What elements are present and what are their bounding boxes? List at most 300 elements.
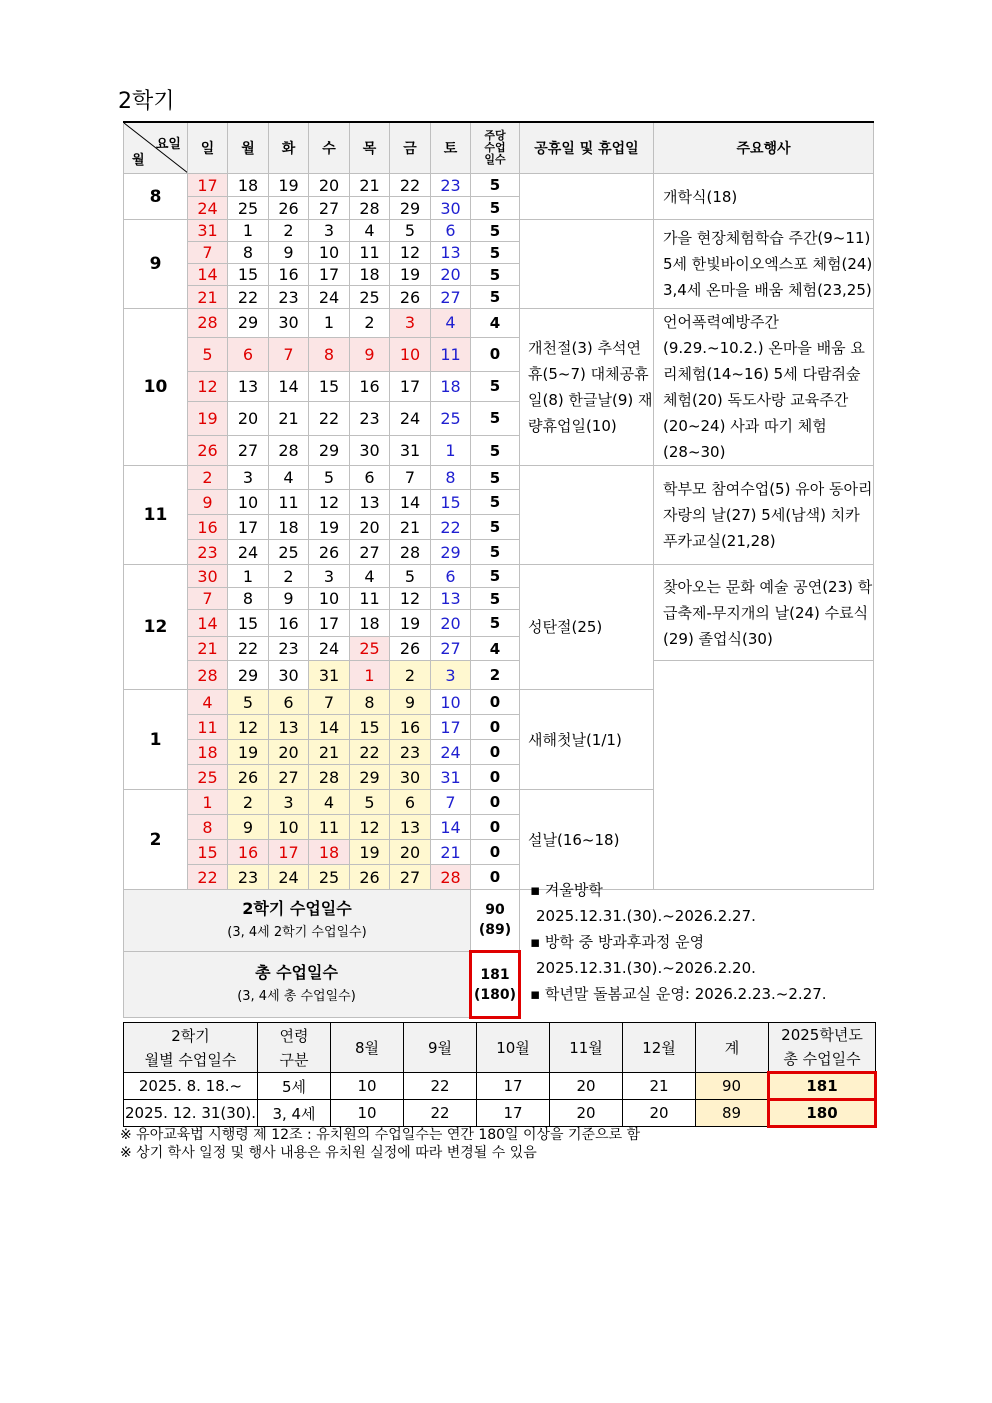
calendar-day-cell: 22 <box>390 174 431 197</box>
calendar-day-cell: 24 <box>188 197 228 220</box>
weekday-label: 요일 <box>155 137 181 152</box>
holiday-cell: 설날(16~18) <box>520 790 654 890</box>
calendar-day-cell: 26 <box>390 637 431 661</box>
calendar-day-cell: 24 <box>390 401 431 435</box>
calendar-day-cell: 18 <box>309 840 350 865</box>
calendar-day-cell: 18 <box>350 264 390 286</box>
footnote-1: ※ 유아교육법 시행령 제 12조 : 유치원의 수업일수는 연간 180일 이상을 기준으로 함 <box>120 1127 641 1143</box>
calendar-day-cell: 4 <box>431 309 471 338</box>
weekly-days-cell: 0 <box>471 790 520 815</box>
calendar-day-cell: 12 <box>390 588 431 610</box>
weekly-days-cell: 5 <box>471 401 520 435</box>
calendar-day-cell: 2 <box>188 466 228 490</box>
calendar-day-cell: 1 <box>228 220 269 242</box>
calendar-day-cell: 25 <box>309 865 350 890</box>
weekday-header: 화 <box>269 122 309 174</box>
calendar-day-cell: 29 <box>309 436 350 466</box>
month-days-cell: 17 <box>477 1100 550 1127</box>
calendar-week-row <box>124 565 874 588</box>
calendar-day-cell: 21 <box>309 740 350 765</box>
calendar-day-cell: 5 <box>188 337 228 371</box>
calendar-day-cell: 29 <box>390 197 431 220</box>
calendar-day-cell: 23 <box>431 174 471 197</box>
month-cell: 10 <box>124 309 188 466</box>
calendar-day-cell: 20 <box>350 515 390 540</box>
calendar-day-cell: 5 <box>350 790 390 815</box>
calendar-day-cell: 17 <box>431 715 471 740</box>
calendar-day-cell: 19 <box>390 264 431 286</box>
month-days-cell: 10 <box>331 1073 404 1100</box>
vacation-note: 2025.12.31.(30).~2026.2.20. <box>536 959 756 977</box>
calendar-day-cell: 17 <box>390 372 431 402</box>
calendar-day-cell: 20 <box>269 740 309 765</box>
events-header: 주요행사 <box>654 122 874 174</box>
month-header: 12월 <box>623 1023 696 1073</box>
calendar-day-cell: 1 <box>188 790 228 815</box>
calendar-week-row <box>124 466 874 490</box>
calendar-day-cell: 19 <box>390 610 431 637</box>
calendar-day-cell: 18 <box>431 372 471 402</box>
calendar-day-cell: 3 <box>309 565 350 588</box>
calendar-day-cell: 14 <box>269 372 309 402</box>
calendar-day-cell: 18 <box>228 174 269 197</box>
calendar-day-cell: 11 <box>431 337 471 371</box>
calendar-day-cell: 5 <box>228 690 269 715</box>
calendar-day-cell: 22 <box>309 401 350 435</box>
calendar-day-cell: 7 <box>188 242 228 264</box>
calendar-day-cell: 4 <box>350 565 390 588</box>
calendar-day-cell: 21 <box>390 515 431 540</box>
calendar-day-cell: 13 <box>350 490 390 515</box>
calendar-day-cell: 11 <box>188 715 228 740</box>
calendar-day-cell: 30 <box>269 309 309 338</box>
calendar-day-cell: 2 <box>390 661 431 690</box>
calendar-day-cell: 11 <box>269 490 309 515</box>
sum-cell: 89 <box>696 1100 769 1127</box>
calendar-day-cell: 6 <box>350 466 390 490</box>
year-total-header: 2025학년도 총 수업일수 <box>769 1023 876 1073</box>
age-header: 연령 구분 <box>258 1023 331 1073</box>
age-cell: 5세 <box>258 1073 331 1100</box>
total-header: 계 <box>696 1023 769 1073</box>
calendar-day-cell: 30 <box>390 765 431 790</box>
calendar-day-cell: 7 <box>431 790 471 815</box>
calendar-day-cell: 26 <box>309 540 350 565</box>
calendar-day-cell: 29 <box>431 540 471 565</box>
holiday-cell: 개천절(3) 추석연휴(5~7) 대체공휴일(8) 한글날(9) 재량휴업일(10) <box>520 309 654 466</box>
calendar-day-cell: 1 <box>350 661 390 690</box>
holiday-cell <box>520 174 654 220</box>
calendar-day-cell: 3 <box>228 466 269 490</box>
calendar-day-cell: 3 <box>431 661 471 690</box>
calendar-day-cell: 3 <box>390 309 431 338</box>
calendar-day-cell: 23 <box>188 540 228 565</box>
calendar-day-cell: 3 <box>269 790 309 815</box>
age-cell: 3, 4세 <box>258 1100 331 1127</box>
calendar-day-cell: 8 <box>431 466 471 490</box>
calendar-day-cell: 4 <box>309 790 350 815</box>
calendar-day-cell: 11 <box>350 588 390 610</box>
period-end: 2025. 12. 31(30). <box>124 1100 258 1127</box>
calendar-day-cell: 21 <box>188 286 228 309</box>
calendar-day-cell: 12 <box>309 490 350 515</box>
weekly-days-header: 주당 수업 일수 <box>471 122 520 174</box>
weekly-days-cell: 0 <box>471 840 520 865</box>
calendar-day-cell: 3 <box>309 220 350 242</box>
calendar-day-cell: 24 <box>309 286 350 309</box>
calendar-day-cell: 28 <box>431 865 471 890</box>
calendar-day-cell: 23 <box>390 740 431 765</box>
calendar-day-cell: 25 <box>188 765 228 790</box>
calendar-day-cell: 28 <box>350 197 390 220</box>
calendar-day-cell: 14 <box>309 715 350 740</box>
calendar-day-cell: 1 <box>431 436 471 466</box>
calendar-day-cell: 18 <box>269 515 309 540</box>
calendar-day-cell: 31 <box>431 765 471 790</box>
calendar-day-cell: 28 <box>390 540 431 565</box>
semester-monthly-header: 2학기 월별 수업일수 <box>124 1023 258 1073</box>
holidays-header: 공휴일 및 휴업일 <box>520 122 654 174</box>
calendar-day-cell: 6 <box>228 337 269 371</box>
weekly-days-cell: 5 <box>471 610 520 637</box>
weekday-header: 목 <box>350 122 390 174</box>
calendar-day-cell: 25 <box>269 540 309 565</box>
calendar-day-cell: 15 <box>350 715 390 740</box>
calendar-day-cell: 26 <box>269 197 309 220</box>
calendar-day-cell: 30 <box>188 565 228 588</box>
calendar-day-cell: 20 <box>390 840 431 865</box>
calendar-day-cell: 8 <box>188 815 228 840</box>
events-cell: 학부모 참여수업(5) 유아 동아리 자랑의 날(27) 5세(남색) 치카푸카교실(21,28) <box>654 466 874 565</box>
calendar-day-cell: 14 <box>390 490 431 515</box>
calendar-day-cell: 16 <box>269 610 309 637</box>
calendar-day-cell: 25 <box>431 401 471 435</box>
weekly-days-cell: 5 <box>471 565 520 588</box>
calendar-day-cell: 4 <box>269 466 309 490</box>
calendar-day-cell: 27 <box>350 540 390 565</box>
calendar-day-cell: 27 <box>228 436 269 466</box>
month-days-cell: 17 <box>477 1073 550 1100</box>
calendar-day-cell: 5 <box>309 466 350 490</box>
calendar-week-row <box>124 174 874 197</box>
weekly-days-cell: 0 <box>471 865 520 890</box>
events-cell: 언어폭력예방주간(9.29.~10.2.) 온마을 배움 요리체험(14~16) 5세 다람쥐숲 체험(20) 독도사랑 교육주간(20~24) 사과 따기 체험(28~30) <box>654 309 874 466</box>
calendar-day-cell: 24 <box>269 865 309 890</box>
sum-cell: 90 <box>696 1073 769 1100</box>
calendar-day-cell: 28 <box>188 661 228 690</box>
calendar-day-cell: 10 <box>390 337 431 371</box>
weekly-days-cell: 5 <box>471 286 520 309</box>
calendar-day-cell: 12 <box>390 242 431 264</box>
calendar-day-cell: 30 <box>269 661 309 690</box>
calendar-day-cell: 8 <box>309 337 350 371</box>
month-days-cell: 22 <box>404 1073 477 1100</box>
calendar-day-cell: 16 <box>228 840 269 865</box>
month-days-cell: 20 <box>623 1100 696 1127</box>
calendar-day-cell: 11 <box>350 242 390 264</box>
calendar-day-cell: 28 <box>269 436 309 466</box>
events-cell: 개학식(18) <box>654 174 874 220</box>
calendar-day-cell: 20 <box>228 401 269 435</box>
month-days-cell: 21 <box>623 1073 696 1100</box>
month-cell: 9 <box>124 220 188 309</box>
calendar-day-cell: 27 <box>431 286 471 309</box>
month-label: 월 <box>132 153 145 168</box>
calendar-day-cell: 28 <box>188 309 228 338</box>
calendar-day-cell: 2 <box>228 790 269 815</box>
calendar-day-cell: 24 <box>309 637 350 661</box>
vacation-note: ▪ 방학 중 방과후과정 운영 <box>530 933 705 951</box>
holiday-cell <box>520 220 654 309</box>
calendar-day-cell: 7 <box>390 466 431 490</box>
period-start: 2025. 8. 18.~ <box>124 1073 258 1100</box>
calendar-day-cell: 21 <box>431 840 471 865</box>
weekday-header: 월 <box>228 122 269 174</box>
calendar-day-cell: 6 <box>431 220 471 242</box>
weekly-days-cell: 5 <box>471 588 520 610</box>
calendar-day-cell: 15 <box>309 372 350 402</box>
calendar-day-cell: 27 <box>390 865 431 890</box>
vacation-note: 2025.12.31.(30).~2026.2.27. <box>536 907 756 925</box>
calendar-day-cell: 19 <box>350 840 390 865</box>
calendar-day-cell: 15 <box>431 490 471 515</box>
weekday-header: 일 <box>188 122 228 174</box>
calendar-day-cell: 19 <box>309 515 350 540</box>
calendar-day-cell: 9 <box>269 242 309 264</box>
weekday-header: 수 <box>309 122 350 174</box>
calendar-day-cell: 1 <box>309 309 350 338</box>
calendar-day-cell: 17 <box>188 174 228 197</box>
month-days-cell: 20 <box>550 1073 623 1100</box>
calendar-day-cell: 20 <box>431 264 471 286</box>
calendar-day-cell: 7 <box>269 337 309 371</box>
calendar-week-row <box>124 309 874 338</box>
calendar-day-cell: 4 <box>350 220 390 242</box>
calendar-day-cell: 4 <box>188 690 228 715</box>
calendar-day-cell: 22 <box>228 637 269 661</box>
summary-label: 2학기 수업일수 (3, 4세 2학기 수업일수) <box>124 890 471 952</box>
weekly-days-cell: 5 <box>471 490 520 515</box>
weekly-days-cell: 0 <box>471 715 520 740</box>
calendar-day-cell: 10 <box>228 490 269 515</box>
weekly-days-cell: 5 <box>471 197 520 220</box>
weekly-days-cell: 4 <box>471 309 520 338</box>
calendar-day-cell: 13 <box>228 372 269 402</box>
calendar-day-cell: 8 <box>350 690 390 715</box>
calendar-day-cell: 11 <box>309 815 350 840</box>
calendar-day-cell: 14 <box>431 815 471 840</box>
month-cell: 12 <box>124 565 188 690</box>
calendar-day-cell: 17 <box>309 610 350 637</box>
weekly-days-cell: 5 <box>471 372 520 402</box>
footnote-2: ※ 상기 학사 일정 및 행사 내용은 유치원 실정에 따라 변경될 수 있음 <box>120 1145 537 1161</box>
calendar-day-cell: 13 <box>269 715 309 740</box>
month-days-cell: 22 <box>404 1100 477 1127</box>
calendar-day-cell: 12 <box>228 715 269 740</box>
calendar-day-cell: 1 <box>228 565 269 588</box>
calendar-day-cell: 15 <box>228 264 269 286</box>
calendar-day-cell: 18 <box>350 610 390 637</box>
calendar-day-cell: 16 <box>350 372 390 402</box>
calendar-day-cell: 27 <box>269 765 309 790</box>
calendar-day-cell: 14 <box>188 610 228 637</box>
calendar-day-cell: 5 <box>390 220 431 242</box>
calendar-day-cell: 30 <box>431 197 471 220</box>
summary-label: 총 수업일수 (3, 4세 총 수업일수) <box>124 952 471 1018</box>
events-cell: 가을 현장체험학습 주간(9~11) 5세 한빛바이오엑스포 체험(24) 3,4세 온마을 배움 체험(23,25) <box>654 220 874 309</box>
semester-title: 2학기 <box>118 89 175 114</box>
calendar-day-cell: 25 <box>350 637 390 661</box>
calendar-day-cell: 17 <box>228 515 269 540</box>
calendar-day-cell: 22 <box>228 286 269 309</box>
calendar-day-cell: 29 <box>228 661 269 690</box>
calendar-day-cell: 16 <box>188 515 228 540</box>
calendar-table <box>123 121 874 1019</box>
summary-value: 90 (89) <box>471 890 520 952</box>
vacation-note: ▪ 겨울방학 <box>530 881 603 899</box>
year-total-cell: 181 <box>769 1073 876 1100</box>
calendar-day-cell: 31 <box>188 220 228 242</box>
weekday-header: 토 <box>431 122 471 174</box>
calendar-day-cell: 23 <box>228 865 269 890</box>
weekly-days-cell: 5 <box>471 515 520 540</box>
calendar-day-cell: 23 <box>269 637 309 661</box>
weekly-days-cell: 0 <box>471 690 520 715</box>
calendar-day-cell: 5 <box>390 565 431 588</box>
calendar-day-cell: 8 <box>228 242 269 264</box>
calendar-day-cell: 16 <box>390 715 431 740</box>
calendar-day-cell: 19 <box>269 174 309 197</box>
weekly-days-cell: 2 <box>471 661 520 690</box>
calendar-day-cell: 22 <box>350 740 390 765</box>
calendar-day-cell: 13 <box>431 588 471 610</box>
calendar-day-cell: 23 <box>269 286 309 309</box>
calendar-day-cell: 24 <box>228 540 269 565</box>
calendar-day-cell: 19 <box>228 740 269 765</box>
month-header: 11월 <box>550 1023 623 1073</box>
calendar-day-cell: 10 <box>309 242 350 264</box>
calendar-day-cell: 24 <box>431 740 471 765</box>
calendar-day-cell: 26 <box>188 436 228 466</box>
weekly-days-cell: 5 <box>471 466 520 490</box>
calendar-day-cell: 13 <box>431 242 471 264</box>
calendar-day-cell: 8 <box>228 588 269 610</box>
weekly-days-cell: 5 <box>471 174 520 197</box>
weekly-days-cell: 0 <box>471 740 520 765</box>
month-days-cell: 20 <box>550 1100 623 1127</box>
calendar-day-cell: 17 <box>309 264 350 286</box>
weekday-header: 금 <box>390 122 431 174</box>
calendar-day-cell: 2 <box>350 309 390 338</box>
calendar-day-cell: 6 <box>390 790 431 815</box>
weekly-days-cell: 0 <box>471 815 520 840</box>
calendar-day-cell: 26 <box>350 865 390 890</box>
calendar-day-cell: 9 <box>350 337 390 371</box>
calendar-week-row <box>124 220 874 242</box>
year-total-cell: 180 <box>769 1100 876 1127</box>
month-cell: 1 <box>124 690 188 790</box>
holiday-cell: 성탄절(25) <box>520 565 654 690</box>
month-cell: 11 <box>124 466 188 565</box>
calendar-day-cell: 25 <box>228 197 269 220</box>
calendar-week-row <box>124 661 874 690</box>
month-header: 8월 <box>331 1023 404 1073</box>
calendar-day-cell: 2 <box>269 220 309 242</box>
calendar-day-cell: 9 <box>228 815 269 840</box>
calendar-day-cell: 16 <box>269 264 309 286</box>
calendar-day-cell: 21 <box>350 174 390 197</box>
calendar-day-cell: 7 <box>188 588 228 610</box>
calendar-day-cell: 2 <box>269 565 309 588</box>
calendar-day-cell: 6 <box>431 565 471 588</box>
month-cell: 8 <box>124 174 188 220</box>
calendar-day-cell: 31 <box>390 436 431 466</box>
calendar-day-cell: 25 <box>350 286 390 309</box>
calendar-day-cell: 13 <box>390 815 431 840</box>
weekly-days-cell: 5 <box>471 264 520 286</box>
calendar-day-cell: 26 <box>390 286 431 309</box>
vacation-note: ▪ 학년말 돌봄교실 운영: 2026.2.23.~2.27. <box>530 985 827 1003</box>
month-weekday-header <box>124 122 188 174</box>
events-cell <box>654 661 874 890</box>
calendar-day-cell: 18 <box>188 740 228 765</box>
calendar-day-cell: 27 <box>431 637 471 661</box>
calendar-day-cell: 9 <box>390 690 431 715</box>
calendar-day-cell: 15 <box>188 840 228 865</box>
calendar-day-cell: 21 <box>188 637 228 661</box>
weekly-days-cell: 5 <box>471 242 520 264</box>
calendar-day-cell: 10 <box>309 588 350 610</box>
weekly-days-cell: 5 <box>471 220 520 242</box>
month-header: 10월 <box>477 1023 550 1073</box>
weekly-days-cell: 4 <box>471 637 520 661</box>
calendar-day-cell: 23 <box>350 401 390 435</box>
weekly-days-cell: 0 <box>471 337 520 371</box>
calendar-day-cell: 9 <box>188 490 228 515</box>
calendar-day-cell: 19 <box>188 401 228 435</box>
calendar-day-cell: 12 <box>188 372 228 402</box>
calendar-day-cell: 22 <box>188 865 228 890</box>
calendar-day-cell: 12 <box>350 815 390 840</box>
monthly-days-table <box>123 1022 877 1128</box>
calendar-day-cell: 27 <box>309 197 350 220</box>
calendar-day-cell: 17 <box>269 840 309 865</box>
calendar-day-cell: 21 <box>269 401 309 435</box>
calendar-day-cell: 20 <box>431 610 471 637</box>
calendar-day-cell: 22 <box>431 515 471 540</box>
calendar-day-cell: 29 <box>350 765 390 790</box>
month-header: 9월 <box>404 1023 477 1073</box>
calendar-day-cell: 15 <box>228 610 269 637</box>
events-cell: 찾아오는 문화 예술 공연(23) 학급축제-무지개의 날(24) 수료식(29) 졸업식(30) <box>654 565 874 661</box>
holiday-cell: 새해첫날(1/1) <box>520 690 654 790</box>
calendar-day-cell: 28 <box>309 765 350 790</box>
calendar-day-cell: 26 <box>228 765 269 790</box>
summary-row <box>124 890 874 952</box>
summary-value: 181 (180) <box>471 952 520 1018</box>
calendar-day-cell: 6 <box>269 690 309 715</box>
holiday-cell <box>520 466 654 565</box>
calendar-day-cell: 20 <box>309 174 350 197</box>
calendar-day-cell: 31 <box>309 661 350 690</box>
weekly-days-cell: 5 <box>471 540 520 565</box>
calendar-day-cell: 7 <box>309 690 350 715</box>
calendar-day-cell: 9 <box>269 588 309 610</box>
weekly-days-cell: 0 <box>471 765 520 790</box>
month-days-cell: 10 <box>331 1100 404 1127</box>
calendar-day-cell: 14 <box>188 264 228 286</box>
calendar-day-cell: 10 <box>431 690 471 715</box>
